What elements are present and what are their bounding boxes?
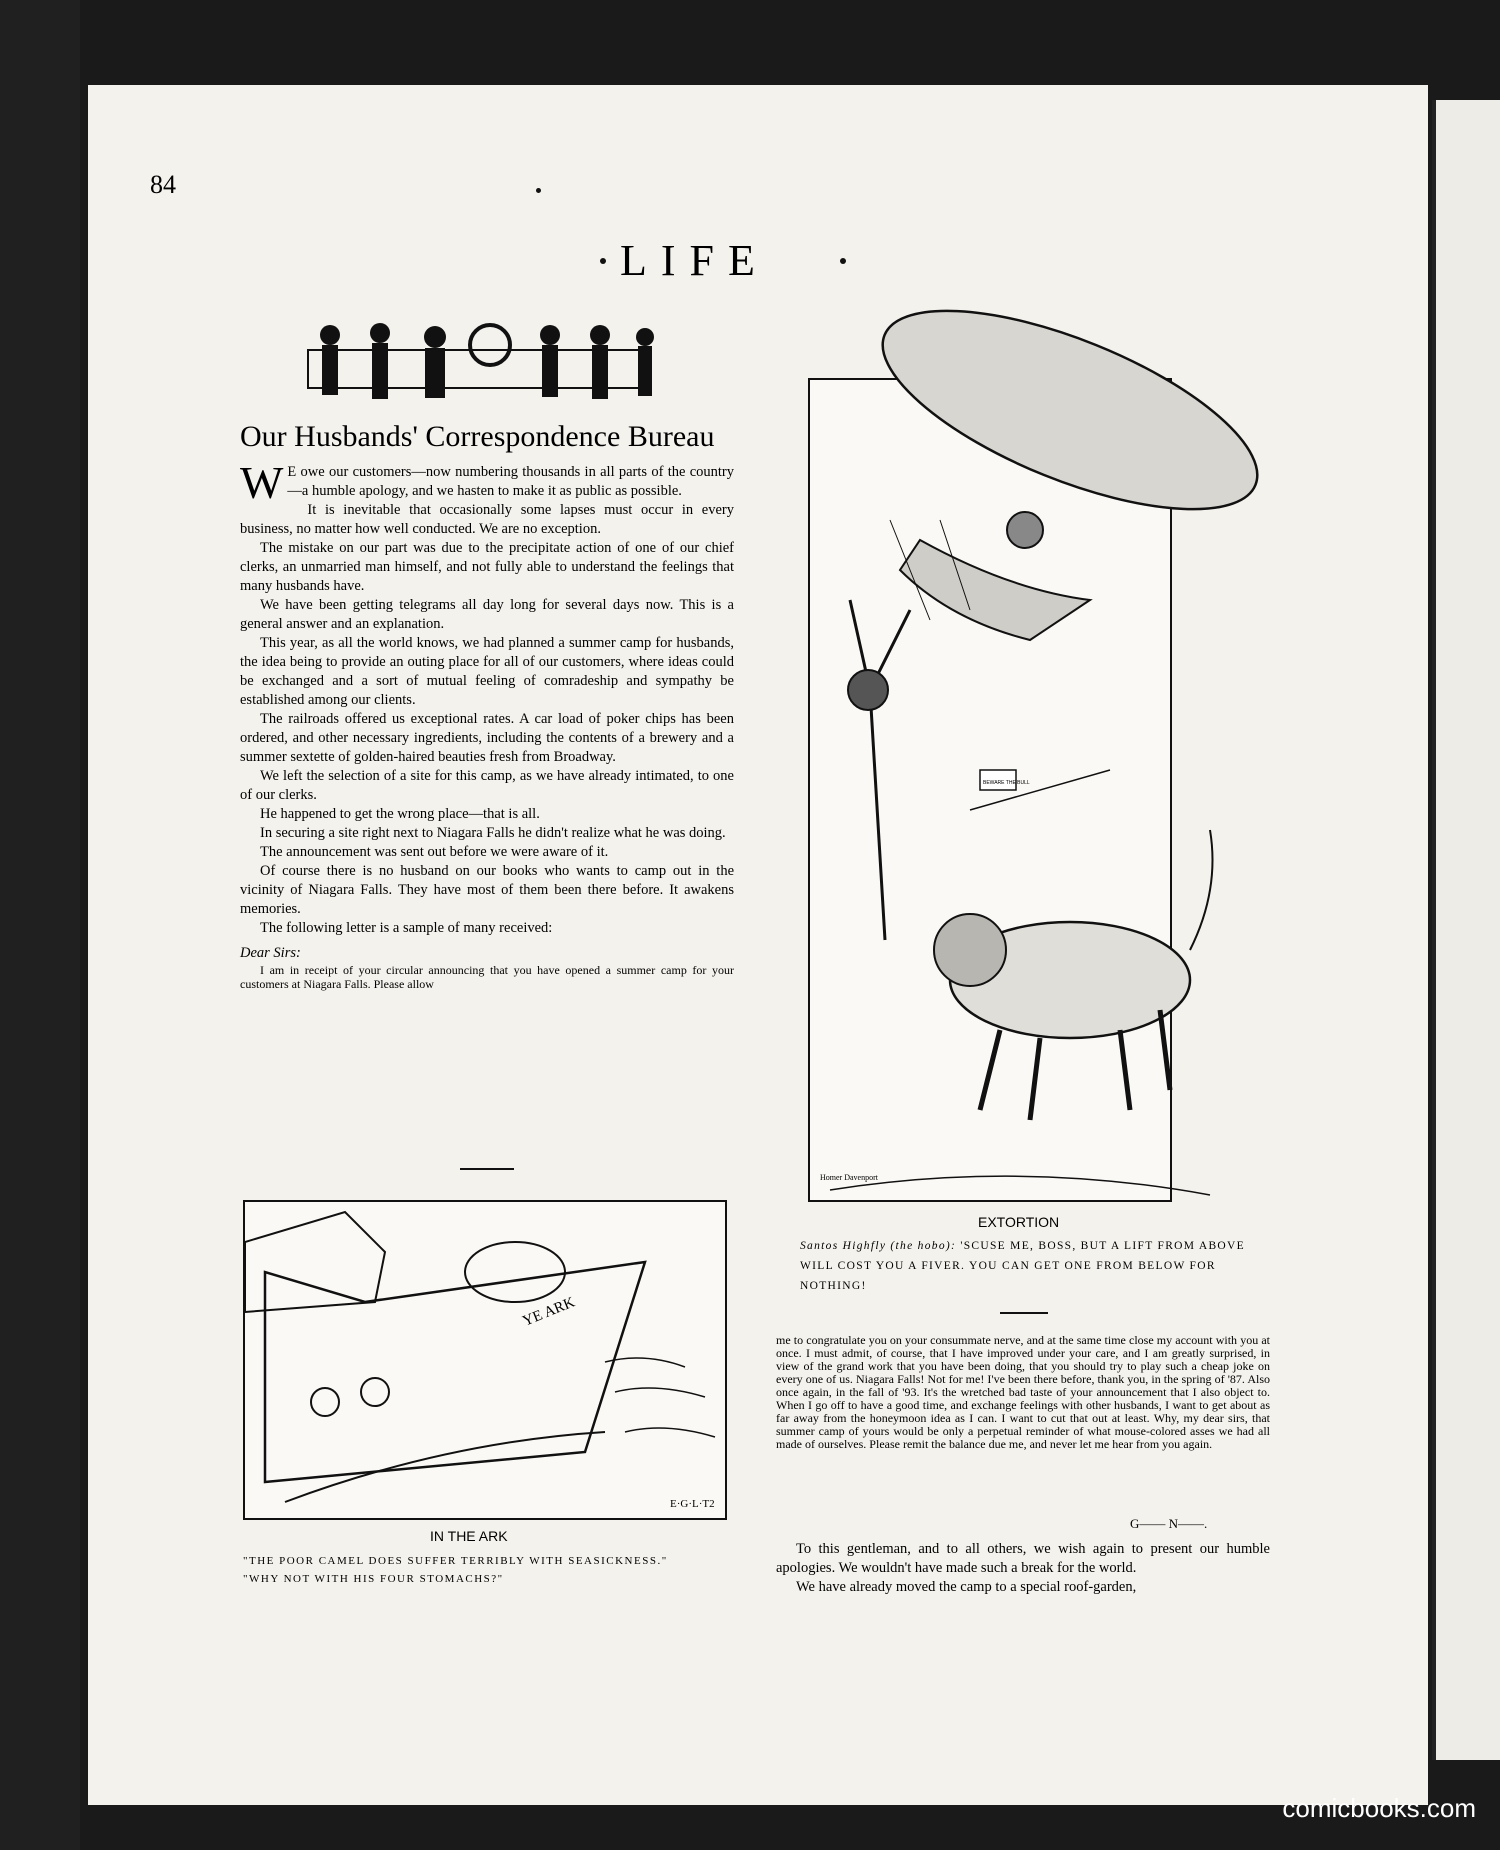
print-speck — [536, 188, 541, 193]
article-paragraph: The mistake on our part was due to the precipitate action of one of our chief clerks, an unmarried man himself, and not fully able to understand the feelings that many husbands have. — [240, 540, 734, 594]
article-paragraph: To this gentleman, and to all others, we wish again to present our humble apologies. We wouldn't have made such a break for the world. — [776, 1541, 1270, 1576]
letter-signature: G—— N——. — [1130, 1516, 1208, 1531]
article-paragraph: The railroads offered us exceptional rates. A car load of poker chips has been ordered, and other necessary ingredients, including the contents of a brewery and a summer sextette of golden-haired beauties fresh from Broadway. — [240, 711, 734, 765]
adjacent-page-edge — [1432, 100, 1500, 1760]
article-paragraph: We left the selection of a site for this camp, as we have already intimated, to one of our clerks. — [240, 768, 734, 803]
article-paragraph: The following letter is a sample of many received: — [260, 920, 553, 936]
article-paragraph: The announcement was sent out before we were aware of it. — [260, 844, 609, 860]
caption-text: 'SCUSE ME, BOSS, BUT A LIFT FROM ABOVE WILL COST YOU A FIVER. YOU CAN GET ONE FROM BELOW FOR NOTHING! — [800, 1240, 1245, 1292]
masthead-title: LIFE — [620, 236, 769, 285]
signpost-text: BEWARE THE BULL — [983, 780, 1030, 786]
ark-cartoon — [243, 1200, 727, 1520]
extortion-cartoon-title: EXTORTION — [978, 1214, 1060, 1230]
article-paragraph: We have already moved the camp to a special roof-garden, — [796, 1579, 1137, 1595]
scan-left-margin — [0, 0, 80, 1850]
masthead-dot-right — [840, 258, 846, 264]
page-number: 84 — [150, 170, 176, 199]
article-paragraph: We have been getting telegrams all day long for several days now. This is a general answer and an explanation. — [240, 597, 734, 632]
site-watermark: comicbooks.com — [1282, 1793, 1476, 1823]
article-paragraph: W E owe our customers—now numbering thousands in all parts of the country—a humble apology, and we hasten to make it as public as possible. — [240, 457, 734, 508]
letter-salutation: Dear Sirs: — [240, 945, 301, 961]
article-paragraph: Of course there is no husband on our books who wants to camp out in the vicinity of Niagara Falls. They have most of them been there before. It awakens memories. — [240, 863, 734, 917]
letter-body-start: I am in receipt of your circular announcing that you have opened a summer camp for your customers at Niagara Falls. Please allow — [240, 963, 734, 991]
caption-speaker: Santos Highfly (the hobo): — [800, 1240, 957, 1252]
airship-bull-illustration — [770, 290, 1310, 1210]
article-paragraph: This year, as all the world knows, we had planned a summer camp for husbands, the idea being to provide an outing place for all of our customers, where ideas could be exchanged and a sort of mutual feeling of comradeship and sympathy be established among our clients. — [240, 635, 734, 708]
letter-body-continued: me to congratulate you on your consummate nerve, and at the same time close my account with you at once. I must admit, of course, that I have improved under your care, and I am greatly surprised, in view of the grand work that you have been doing, that you should try to play such a cheap joke on every one of us. Niagara Falls! Not for me! I've been there before, thank you, in the spring of '87. Also once again, in the fall of '93. It's the wretched bad taste of your announcement that I also object to. When I go off to have a good time, and exchange feelings with other husbands, I want to get about as far away from the honeymoon idea as I can. I want to cut that out at least. Why, my dear sirs, that summer camp of yours would be only a perpetual reminder of what mouse-colored asses we had all made of ourselves. Please remit the balance due me, and never let me hear from you again. — [776, 1333, 1270, 1451]
article-paragraph: It is inevitable that occasionally some lapses must occur in every business, no matter how well conducted. We are no exception. — [240, 502, 734, 537]
ark-caption-line: "THE POOR CAMEL DOES SUFFER TERRIBLY WITH SEASICKNESS." — [243, 1555, 668, 1567]
article-closing — [776, 1540, 1270, 1597]
article-paragraph: In securing a site right next to Niagara Falls he didn't realize what he was doing. — [260, 825, 726, 841]
article-title: Our Husbands' Correspondence Bureau — [240, 420, 715, 453]
ark-cartoon-title: IN THE ARK — [430, 1528, 508, 1544]
masthead-dot-left — [600, 258, 606, 264]
extortion-cartoon-caption — [800, 1236, 1270, 1296]
section-rule — [460, 1168, 514, 1170]
article-body — [240, 457, 734, 991]
ark-artist-signature: E·G·L·T2 — [670, 1498, 715, 1510]
ark-caption-line: "WHY NOT WITH HIS FOUR STOMACHS?" — [243, 1573, 504, 1585]
boat-name: YE ARK — [520, 1294, 578, 1330]
ark-cartoon-caption — [243, 1552, 723, 1588]
husbands-header-illustration — [220, 315, 660, 415]
extortion-artist-signature: Homer Davenport — [820, 1173, 878, 1182]
ark-illustration — [245, 1202, 725, 1518]
article-paragraph: He happened to get the wrong place—that is all. — [260, 806, 540, 822]
drop-cap: W — [240, 457, 284, 508]
section-rule — [1000, 1312, 1048, 1314]
